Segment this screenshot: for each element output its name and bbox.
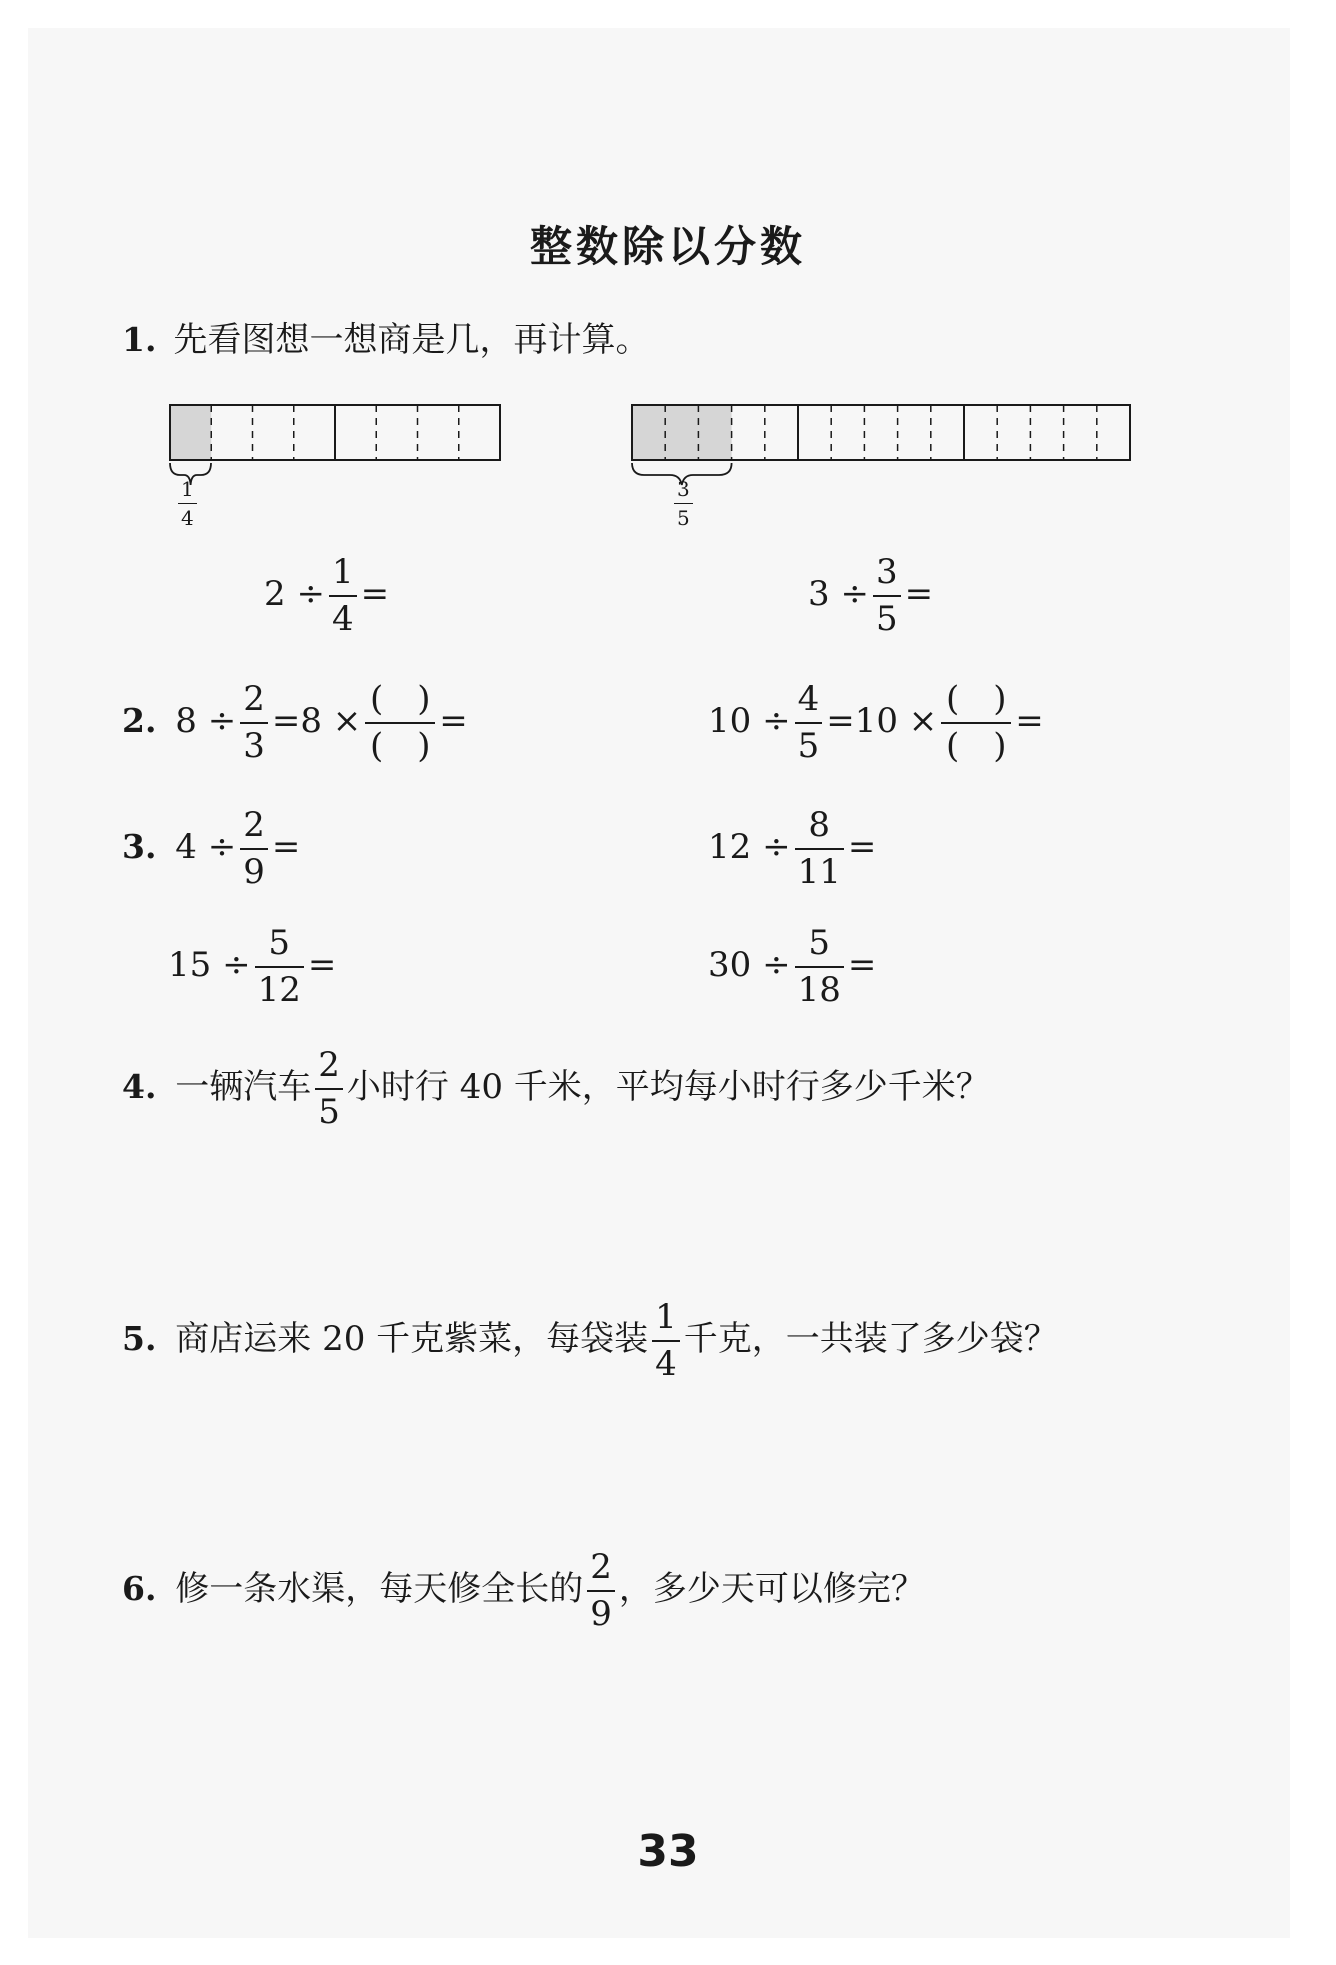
question-5: 5. 商店运来 20 千克紫菜，每袋装 $\frac{1}{4}$ 千克，一共装了多少袋？	[122, 1297, 1058, 1385]
shaded-part	[170, 405, 211, 460]
bar-3	[964, 405, 1130, 460]
question-2-right: 10 ÷ $\frac{4}{5}$ =10 × $\frac{( )}{( )}$ =	[708, 679, 1044, 767]
question-3-item-4: 30 ÷ $\frac{5}{18}$ =	[708, 923, 877, 1011]
question-number: 5.	[122, 1319, 157, 1359]
diagram-a-label: $\frac{1}{4}$	[174, 478, 201, 529]
question-number: 4.	[122, 1067, 157, 1107]
diagram-b-label: $\frac{3}{5}$	[670, 478, 697, 529]
question-6: 6. 修一条水渠，每天修全长的 $\frac{2}{9}$ ，多少天可以修完？	[122, 1547, 925, 1635]
question-number: 2.	[122, 701, 157, 741]
expression-1a: 2 ÷ $\frac{1}{4}$ =	[264, 552, 390, 640]
page-number: 33	[637, 1826, 699, 1877]
question-text: 先看图想一想商是几，再计算。	[173, 320, 650, 360]
question-number: 6.	[122, 1569, 157, 1609]
question-4: 4. 一辆汽车 $\frac{2}{5}$ 小时行 40 千米，平均每小时行多少千米？	[122, 1045, 990, 1133]
question-number: 1.	[122, 320, 157, 359]
question-1	[122, 312, 650, 361]
bar-2	[798, 405, 964, 460]
question-3-item-3: 15 ÷ $\frac{5}{12}$ =	[168, 923, 337, 1011]
question-2-left: 2. 8 ÷ $\frac{2}{3}$ =8 × $\frac{( )}{( )}$ =	[122, 679, 468, 767]
fraction-diagram-b	[622, 395, 1142, 545]
question-number: 3.	[122, 827, 157, 867]
question-3-item-2: 12 ÷ $\frac{8}{11}$ =	[708, 805, 877, 893]
question-3-item-1: 3. 4 ÷ $\frac{2}{9}$ =	[122, 805, 301, 893]
shaded-part	[632, 405, 732, 460]
answer-blank[interactable]: $\frac{( )}{( )}$	[941, 680, 1011, 766]
answer-blank[interactable]: $\frac{( )}{( )}$	[365, 680, 435, 766]
fraction-diagram-a	[160, 395, 520, 545]
expression-1b: 3 ÷ $\frac{3}{5}$ =	[808, 552, 934, 640]
page-title: 整数除以分数	[529, 222, 806, 271]
